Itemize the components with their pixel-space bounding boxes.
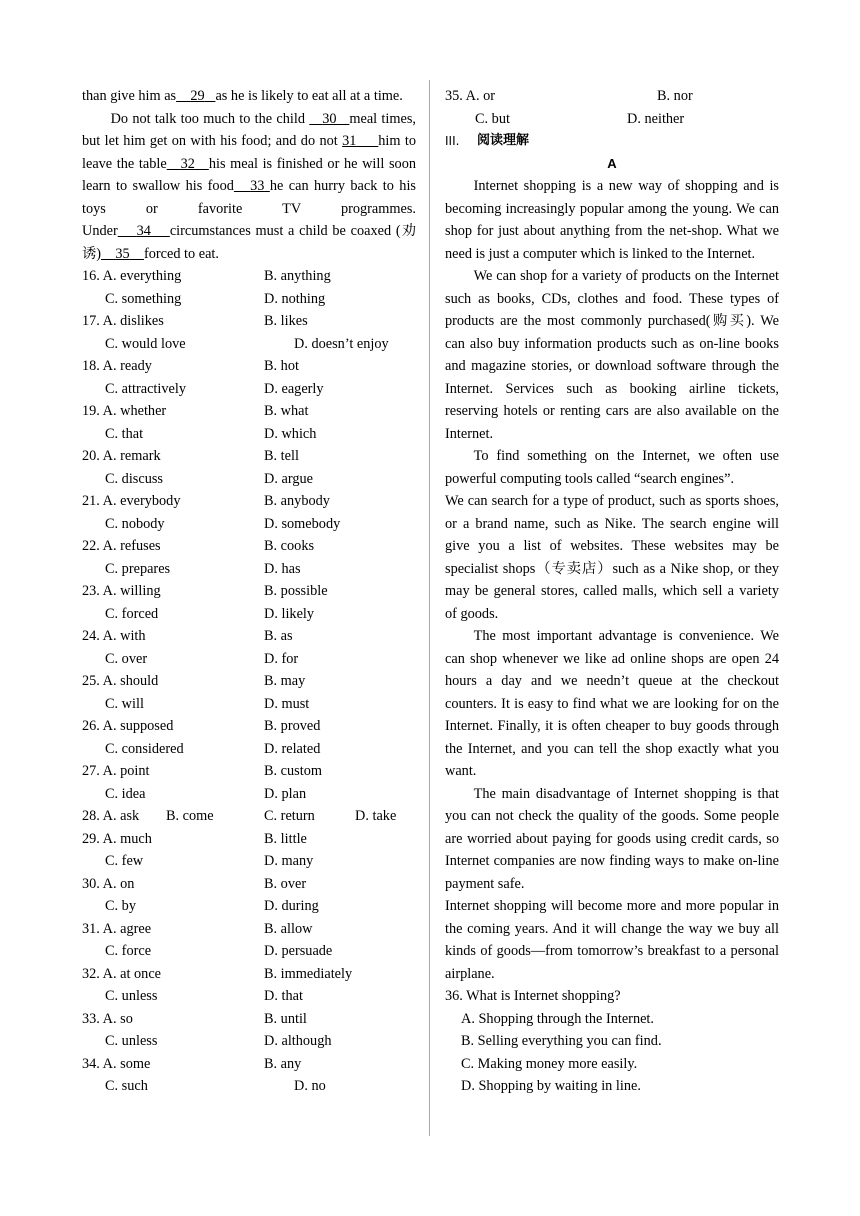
blank-number: 31 <box>342 133 357 149</box>
option-row <box>82 715 416 738</box>
option-b: B. cooks <box>264 538 315 554</box>
option-c: C. over <box>105 650 148 667</box>
option-c: C. such <box>105 1078 148 1094</box>
option-row <box>82 963 416 986</box>
option-row <box>82 625 416 648</box>
text: Do not talk too much to the child <box>110 110 306 127</box>
option-d: D. which <box>264 425 317 442</box>
option-row <box>82 828 416 851</box>
cloze-text-part1 <box>82 85 416 108</box>
option-row <box>82 918 416 941</box>
option-a: 23. A. willing <box>82 583 161 599</box>
option-row <box>82 850 416 873</box>
option-c: C. but <box>475 110 510 127</box>
option-c: C. idea <box>105 785 146 802</box>
option-row <box>82 603 416 626</box>
option-c: C. return <box>264 808 315 824</box>
option-d: D. doesn’t enjoy <box>294 335 389 352</box>
passage-paragraph: Internet shopping is a new way of shopping and is becoming increasingly popular among the young. We can shop for just about anything from the net-shop. What we need is just a computer which is linked to the Internet. <box>445 178 779 262</box>
option-row <box>82 400 416 423</box>
option-row <box>82 760 416 783</box>
option-c: C. unless <box>105 1033 158 1049</box>
option-c: C. considered <box>105 740 184 757</box>
option-c: C. force <box>105 943 152 959</box>
option-c: C. unless <box>105 988 158 1004</box>
blank-number: 34 <box>136 223 151 239</box>
option-d: D. somebody <box>264 515 341 532</box>
option-a: 21. A. everybody <box>82 493 181 509</box>
option-d: D. eagerly <box>264 380 324 397</box>
option-row <box>82 648 416 671</box>
option-a: 32. A. at once <box>82 965 162 982</box>
section-heading <box>445 130 779 153</box>
option-row-35 <box>445 85 779 108</box>
option-row <box>82 333 416 356</box>
passage-paragraph: To find something on the Internet, we often use powerful computing tools called “search engines”. <box>445 448 779 487</box>
blank-31 <box>342 133 378 149</box>
option-a: 22. A. refuses <box>82 538 161 554</box>
option-c: C. by <box>105 898 136 914</box>
answer-option-a[interactable]: A. Shopping through the Internet. <box>461 1010 654 1027</box>
option-b: B. nor <box>657 88 693 104</box>
option-d: D. plan <box>264 785 307 802</box>
option-row <box>82 1053 416 1076</box>
option-c: C. would love <box>105 335 186 352</box>
option-row <box>82 670 416 693</box>
option-b: B. anybody <box>264 493 330 509</box>
column-divider <box>429 80 430 1136</box>
text: than give him as <box>82 88 177 104</box>
option-row <box>82 895 416 918</box>
right-column <box>445 85 779 1098</box>
blank-number: 33 <box>250 178 265 194</box>
option-b: B. tell <box>264 448 299 464</box>
option-a: 27. A. point <box>82 763 150 779</box>
answer-option-d[interactable]: D. Shopping by waiting in line. <box>461 1078 641 1094</box>
option-b: B. custom <box>264 763 322 779</box>
option-d: D. likely <box>264 605 315 622</box>
blank-number: 35 <box>115 245 130 262</box>
text: as he is likely to eat all at a time. <box>215 88 403 104</box>
option-a: 16. A. everything <box>82 268 182 284</box>
option-row <box>82 468 416 491</box>
option-row <box>82 693 416 716</box>
option-d: D. neither <box>627 110 685 127</box>
option-row <box>82 265 416 288</box>
option-b: B. come <box>166 808 214 824</box>
option-row <box>82 580 416 603</box>
option-d: D. that <box>264 988 303 1004</box>
option-b: B. likes <box>264 313 308 329</box>
question-36 <box>445 985 779 1098</box>
option-d: D. argue <box>264 470 313 487</box>
option-b: B. anything <box>264 268 331 284</box>
blank-35 <box>101 246 144 262</box>
option-d: D. although <box>264 1033 332 1049</box>
option-d: D. many <box>264 853 314 869</box>
answer-option-c[interactable]: C. Making money more easily. <box>461 1055 638 1072</box>
option-c: C. discuss <box>105 470 163 487</box>
option-row <box>82 1075 416 1098</box>
text: circumstances must a child be coaxed (劝诱) <box>82 223 417 262</box>
option-row <box>82 513 416 536</box>
option-row <box>82 1030 416 1053</box>
option-b: B. immediately <box>264 965 353 982</box>
option-row-35b <box>445 108 779 131</box>
passage-paragraph: The main disadvantage of Internet shopping is that you can not check the quality of the goods. Some people are worried about paying for goods using credit cards, so Internet companies are now finding ways to make on-line payment safe. <box>445 785 779 892</box>
option-c: C. forced <box>105 605 159 622</box>
option-a: 26. A. supposed <box>82 718 174 734</box>
option-d: D. must <box>264 695 310 712</box>
blank-29 <box>176 88 215 104</box>
option-a: 25. A. should <box>82 673 159 689</box>
option-d: D. persuade <box>264 943 333 959</box>
question-stem: 36. What is Internet shopping? <box>445 988 621 1004</box>
option-c: C. prepares <box>105 560 171 577</box>
option-b: B. hot <box>264 358 299 374</box>
option-c: C. something <box>105 290 182 307</box>
text: his meal is finished or he will soon learn to swallow his food <box>82 155 416 194</box>
option-c: C. nobody <box>105 515 165 532</box>
option-c: C. attractively <box>105 380 186 397</box>
text: him to leave the table <box>82 133 417 172</box>
option-d: D. for <box>264 650 299 667</box>
cloze-text-part2 <box>82 108 416 266</box>
option-b: B. allow <box>264 920 313 937</box>
option-a: 18. A. ready <box>82 358 152 374</box>
option-b: B. may <box>264 673 306 689</box>
option-row <box>82 378 416 401</box>
section-title: 阅读理解 <box>477 133 530 148</box>
option-row <box>82 445 416 468</box>
option-a: 35. A. or <box>445 88 496 104</box>
option-a: 20. A. remark <box>82 448 161 464</box>
option-a: 34. A. some <box>82 1055 151 1072</box>
option-b: B. any <box>264 1055 302 1072</box>
option-b: B. until <box>264 1010 307 1027</box>
option-b: B. little <box>264 830 307 847</box>
option-b: B. as <box>264 628 293 644</box>
option-row <box>82 310 416 333</box>
option-b: B. what <box>264 403 309 419</box>
blank-number: 29 <box>190 88 205 104</box>
option-c: C. that <box>105 425 144 442</box>
text: he can hurry back to his toys or favorite TV programmes. Under <box>82 178 416 239</box>
left-column <box>82 85 416 1098</box>
option-row <box>82 490 416 513</box>
option-b: B. proved <box>264 718 321 734</box>
option-c: C. few <box>105 853 144 869</box>
option-a: 30. A. on <box>82 875 135 892</box>
option-row <box>82 288 416 311</box>
blank-32 <box>167 156 209 172</box>
option-row <box>82 985 416 1008</box>
option-a: 31. A. agree <box>82 920 152 937</box>
option-a: 17. A. dislikes <box>82 313 164 329</box>
passage-paragraph: Internet shopping will become more and more popular in the coming years. And it will change the way we buy all kinds of goods—from tomorrow’s breakfast to a personal airplane. <box>445 898 779 982</box>
passage-paragraph: We can search for a type of product, such as sports shoes, or a brand name, such as Nike. The search engine will give you a list of websites. These websites may be specialist shops（专卖店）such as a Nike shop, or they may be general stores, called malls, which sell a variety of goods. <box>445 493 779 622</box>
option-row <box>82 873 416 896</box>
option-b: B. possible <box>264 583 328 599</box>
blank-33 <box>234 178 270 194</box>
option-row <box>82 738 416 761</box>
cloze-options-29-34 <box>82 828 416 1098</box>
option-d: D. nothing <box>264 290 326 307</box>
blank-30 <box>309 111 349 127</box>
answer-option-b[interactable]: B. Selling everything you can find. <box>461 1033 662 1049</box>
option-row <box>82 783 416 806</box>
option-a: 29. A. much <box>82 830 152 847</box>
option-row-28 <box>82 805 416 828</box>
blank-number: 32 <box>180 155 195 172</box>
option-row <box>82 558 416 581</box>
option-a: 33. A. so <box>82 1010 133 1027</box>
option-row <box>82 423 416 446</box>
passage-label: A <box>607 155 617 171</box>
cloze-options-16-27 <box>82 265 416 805</box>
option-b: B. over <box>264 875 307 892</box>
option-d: D. take <box>355 808 397 824</box>
option-a: 24. A. with <box>82 628 146 644</box>
option-d: D. during <box>264 898 319 914</box>
option-row <box>82 1008 416 1031</box>
section-number: III. <box>445 134 460 148</box>
option-d: D. has <box>264 560 301 577</box>
passage-paragraph: The most important advantage is convenience. We can shop whenever we like ad online shops are open 24 hours a day and we needn’t queue at the checkout counters. It is easy to find what we are looking for on the Internet. Finally, it is often cheaper to buy goods through the Internet, and you can tell the shop exactly what you want. <box>445 628 779 779</box>
option-row <box>82 355 416 378</box>
text: meal times, but let him get on with his food; and do not <box>82 110 416 149</box>
option-row <box>82 535 416 558</box>
option-d: D. no <box>294 1078 326 1094</box>
option-row <box>82 940 416 963</box>
option-c: C. will <box>105 695 144 712</box>
blank-number: 30 <box>322 110 337 127</box>
option-a: 19. A. whether <box>82 403 167 419</box>
text: forced to eat. <box>143 245 219 262</box>
blank-34 <box>118 223 170 239</box>
option-d: D. related <box>264 740 321 757</box>
passage-paragraph: We can shop for a variety of products on the Internet such as books, CDs, clothes and food. These types of products are the most commonly purchased(购买). We can also buy information products such as on-line books and magazine stories, or download software through the Internet. Services such as booking airline tickets, reserving hotels or renting cars are also available on the Internet. <box>445 268 779 442</box>
option-a: 28. A. ask <box>82 808 140 824</box>
